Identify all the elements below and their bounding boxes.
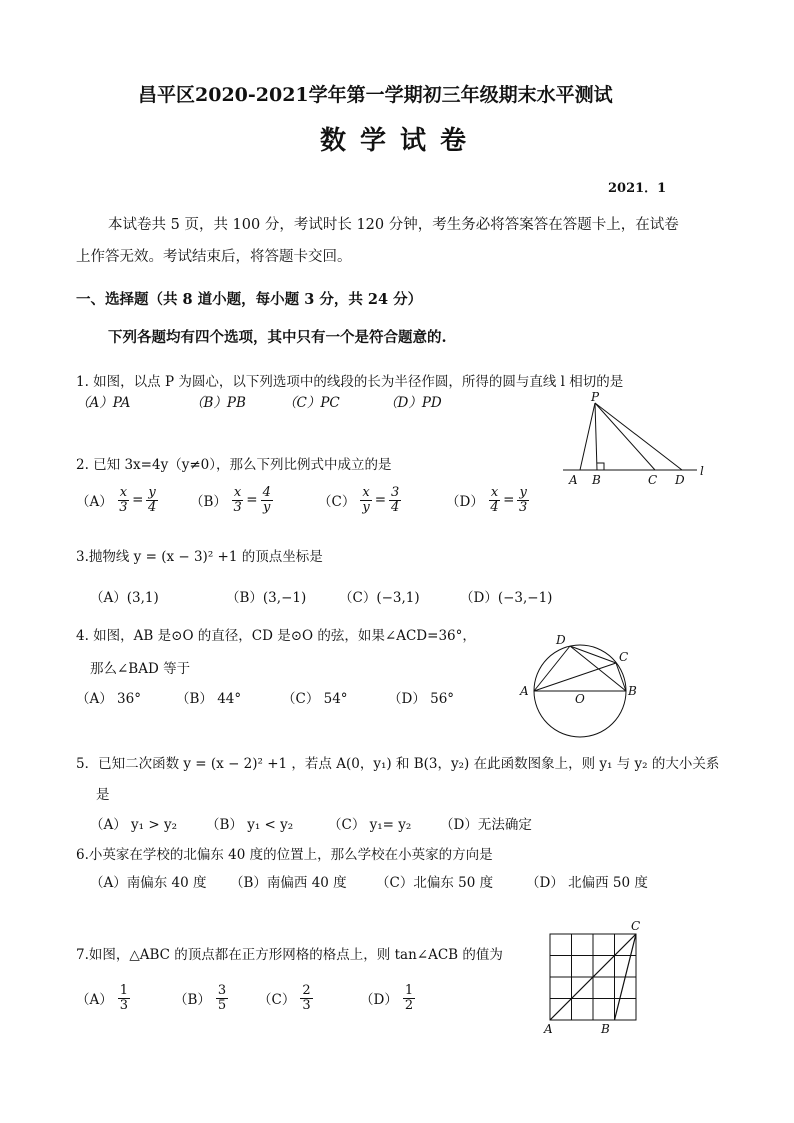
q6-option-c: （C）北偏东 50 度 (376, 875, 494, 891)
q1-label-c: C (648, 473, 658, 487)
q1-option-b: （B）PB (190, 395, 246, 411)
q1-label-d: D (675, 473, 685, 487)
q2-stem: 2. 已知 3x=4y（y≠0），那么下列比例式中成立的是 (76, 457, 392, 473)
q4-figure (515, 630, 645, 740)
q7-option-b: （B） $\frac{3}{5}$ (174, 983, 227, 1013)
q4-option-b: （B） 44° (176, 691, 242, 707)
q3-option-a: （A）(3,1) (90, 590, 159, 606)
q1-option-d: （D）PD (384, 395, 442, 411)
q6-option-a: （A）南偏东 40 度 (90, 875, 207, 891)
q4-label-o: O (575, 692, 585, 706)
q6-option-b: （B）南偏西 40 度 (230, 875, 347, 891)
q4-option-c: （C） 54° (282, 691, 348, 707)
q5-option-c: （C） y₁= y₂ (328, 817, 412, 833)
q4-label-b: B (628, 684, 637, 698)
q1-label-l: l (700, 464, 704, 478)
q5-stem: 5．已知二次函数 y = (x − 2)² +1 ，若点 A(0，y₁) 和 B(3，y₂) 在此函数图象上，则 y₁ 与 y₂ 的大小关系 (76, 756, 720, 772)
q4-label-a: A (520, 684, 529, 698)
q7-option-d: （D） $\frac{1}{2}$ (360, 983, 414, 1013)
q7-figure (540, 916, 650, 1036)
q7-label-a: A (544, 1022, 553, 1036)
q4-label-d: D (556, 633, 566, 647)
q3-option-c: （C）(−3,1) (339, 590, 420, 606)
q5-option-b: （B） y₁ < y₂ (206, 817, 294, 833)
q4-option-a: （A） 36° (76, 691, 141, 707)
intro-line-2: 上作答无效。考试结束后，将答题卡交回。 (76, 249, 352, 265)
q3-stem: 3.抛物线 y = (x − 3)² +1 的顶点坐标是 (76, 549, 323, 565)
q1-figure (555, 388, 715, 488)
q4-stem-2: 那么∠BAD 等于 (90, 661, 191, 677)
q5-stem-2: 是 (96, 787, 110, 803)
q1-label-b: B (592, 473, 601, 487)
paper-subtitle: 数学试卷 (320, 126, 481, 156)
q7-label-b: B (601, 1022, 610, 1036)
q7-stem: 7.如图，△ABC 的顶点都在正方形网格的格点上，则 tan∠ACB 的值为 (76, 947, 503, 963)
section-heading: 一、选择题（共 8 道小题，每小题 3 分，共 24 分） (76, 291, 423, 308)
q6-stem: 6.小英家在学校的北偏东 40 度的位置上，那么学校在小英家的方向是 (76, 847, 493, 863)
q7-option-a: （A） $\frac{1}{3}$ (76, 983, 129, 1013)
q1-option-c: （C）PC (283, 395, 340, 411)
q7-label-c: C (631, 919, 641, 933)
q4-stem: 4. 如图，AB 是⊙O 的直径，CD 是⊙O 的弦，如果∠ACD=36°， (76, 628, 476, 644)
q1-option-a: （A）PA (76, 395, 131, 411)
q3-option-b: （B）(3,−1) (226, 590, 307, 606)
section-instruction: 下列各题均有四个选项，其中只有一个是符合题意的. (108, 329, 447, 346)
q6-option-d: （D） 北偏西 50 度 (526, 875, 648, 891)
q1-label-a: A (569, 473, 578, 487)
q5-option-d: （D）无法确定 (440, 817, 532, 833)
q2-option-d: （D） $\frac{x}{4}$ = $\frac{y}{3}$ (446, 485, 528, 515)
exam-title: 昌平区2020-2021学年第一学期初三年级期末水平测试 (138, 84, 613, 106)
q2-option-c: （C） $\frac{x}{y}$ = $\frac{3}{4}$ (318, 485, 400, 515)
q4-option-d: （D） 56° (388, 691, 455, 707)
q2-option-b: （B） $\frac{x}{3}$ = $\frac{4}{y}$ (190, 485, 271, 515)
q5-option-a: （A） y₁ > y₂ (90, 817, 178, 833)
intro-line-1: 本试卷共 5 页，共 100 分，考试时长 120 分钟，考生务必将答案答在答题卡上，在试卷 (108, 217, 679, 233)
q1-label-p: P (591, 390, 600, 404)
q1-stem: 1. 如图，以点 P 为圆心，以下列选项中的线段的长为半径作圆，所得的圆与直线 l 相切的是 (76, 374, 624, 390)
exam-date: 2021．1 (608, 181, 667, 196)
q4-label-c: C (619, 650, 629, 664)
q7-option-c: （C） $\frac{2}{3}$ (258, 983, 311, 1013)
q3-option-d: （D）(−3,−1) (460, 590, 553, 606)
q2-option-a: （A） $\frac{x}{3}$ = $\frac{y}{4}$ (76, 485, 157, 515)
